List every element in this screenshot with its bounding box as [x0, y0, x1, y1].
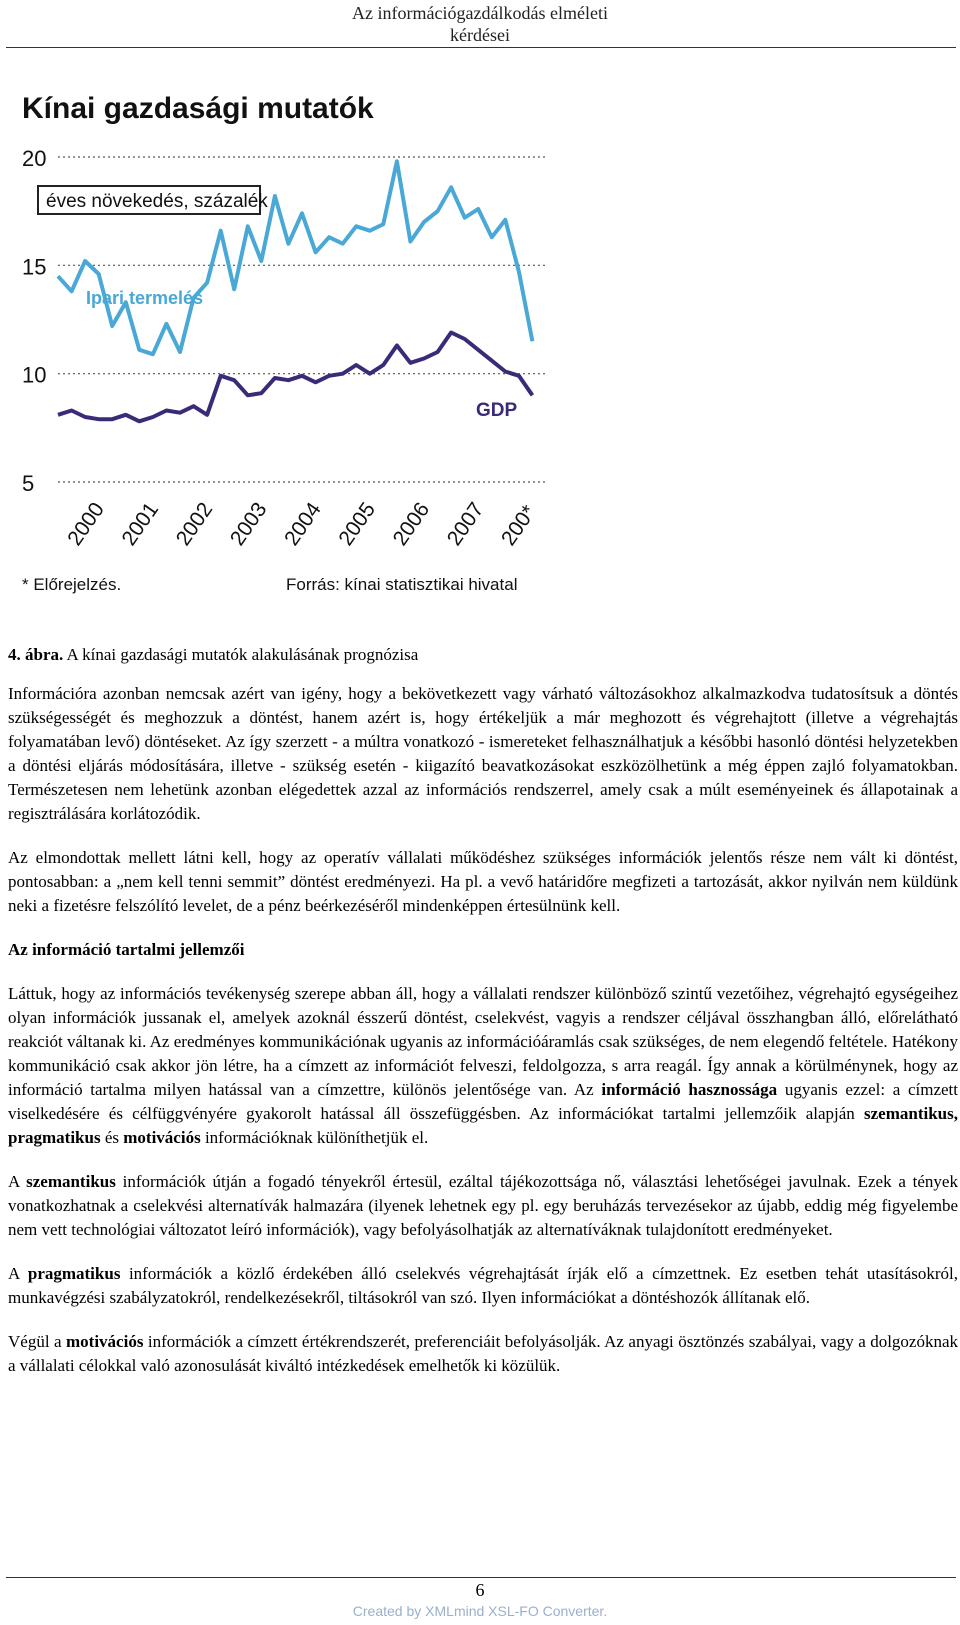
body-text — [8, 682, 958, 1398]
footer-divider — [6, 1577, 956, 1578]
paragraph-6-bold: motivációs — [66, 1332, 144, 1351]
x-tick-label: 200* — [497, 501, 541, 550]
paragraph-6 — [8, 1330, 958, 1378]
paragraph-3-text-d: és — [100, 1128, 124, 1147]
gdp-line — [58, 333, 532, 422]
x-tick-label: 2001 — [117, 498, 164, 550]
paragraph-5-bold: pragmatikus — [27, 1264, 121, 1283]
chart-source: Forrás: kínai statisztikai hivatal — [286, 575, 518, 594]
paragraph-3-text-e: információknak különíthetjük el. — [200, 1128, 429, 1147]
x-tick-label: 2005 — [334, 498, 381, 550]
paragraph-4-bold: szemantikus — [26, 1172, 116, 1191]
y-tick-label: 5 — [22, 471, 35, 496]
series-label-industrial: Ipari termelés — [86, 288, 204, 308]
paragraph-6-text-a: Végül a — [8, 1332, 67, 1351]
paragraph-5 — [8, 1262, 958, 1310]
x-tick-label: 2007 — [442, 498, 489, 550]
paragraph-5-text-c: információk a közlő érdekében álló cselekvés végrehajtását írják elő a címzettnek. Ez esetben tehát utasításokról, munkavégzési szabályzatokról, rendelkezésekről, tiltásokról van szó. Ilyen információkat a döntéshozók állítanak elő. — [8, 1264, 958, 1307]
x-tick-label: 2006 — [388, 498, 435, 550]
generator-credit: Created by XMLmind XSL-FO Converter. — [352, 1603, 608, 1619]
y-axis-label: éves növekedés, százalék — [46, 191, 268, 212]
paragraph-3 — [8, 982, 958, 1150]
paragraph-3-text-a: Láttuk, hogy az információs tevékenység szerepe abban áll, hogy a vállalati rendszer különböző szintű vezetőihez, végrehajtó egységeihez olyan információk jussanak el, amelyek azoknál ésszerű döntést, cselekvést, vagyis a rendszer céljával összhangban álló, előrelátható reakciót váltanak ki. Az eredményes kommunikációnak ugyanis az információáramlás csak szükséges, de nem elegendő feltétele. Hatékony kommunikáció csak akkor jön létre, ha a címzett az információt felveszi, feldolgozza, s arra reagál. Így annak a körülménynek, hogy az információ tartalma milyen hatással van a címzettre, különös jelentősége van. Az — [8, 984, 958, 1099]
figure-caption-text: A kínai gazdasági mutatók alakulásának prognózisa — [63, 645, 419, 664]
header-divider — [6, 47, 956, 48]
x-tick-label: 2003 — [225, 498, 272, 550]
figure-caption — [8, 645, 418, 665]
paragraph-4 — [8, 1170, 958, 1242]
y-tick-label: 10 — [22, 362, 47, 388]
paragraph-3-text-c: ugyanis ezzel: a címzett viselkedésére és célfüggvényére gyakorolt hatással áll összefüggésben. Az információkat tartalmi jellemzőik alapján — [8, 1080, 959, 1123]
paragraph-5-text-a: A — [8, 1264, 28, 1283]
x-tick-label: 2004 — [280, 498, 326, 550]
series-label-gdp: GDP — [476, 400, 518, 421]
y-tick-label: 20 — [22, 146, 47, 171]
chart-svg — [18, 82, 578, 622]
running-header-line1: Az információgazdálkodás elméleti — [352, 3, 608, 23]
paragraph-3-bold-2: szemantikus, pragmatikus — [8, 1104, 958, 1147]
paragraph-2: Az elmondottak mellett látni kell, hogy az operatív vállalati működéshez szükséges információk jelentős része nem vált ki döntést, pontosabban: a „nem kell tenni semmit” döntést eredményezi. Ha pl. a vevő határidőre megfizeti a tartozását, akkor nyilván nem küldünk neki a fizetésre felszólító levelet, de a pénz beérkezéséről mindenképpen értesülnünk kell. — [8, 848, 958, 915]
chart-footnote: * Előrejelzés. — [22, 575, 122, 594]
x-tick-label: 2002 — [171, 498, 218, 550]
section-heading: Az információ tartalmi jellemzői — [8, 940, 245, 959]
paragraph-4-text-a: A — [8, 1172, 27, 1191]
paragraph-1: Információra azonban nemcsak azért van igény, hogy a bekövetkezett vagy várható változásokhoz alkalmazkodva tudatosítsuk a döntés szükségességét és meghozzuk a döntést, hanem azért is, hogy értékeljük a már meghozott és végrehajtott (illetve a végrehajtás folyamatában levő) döntéseket. Az így szerzett - a múltra vonatkozó - ismereteket felhasználhatjuk a későbbi hasonló döntési helyzetekben a döntési eljárás módosítására, illetve - szükség esetén - kiigazító beavatkozásokat eszközölhetünk a még éppen zajló folyamatokban. Természetesen nem lehetünk azonban elégedettek azzal az információs rendszerrel, amely csak a múlt eseményeinek és állapotainak a regisztrálására korlátozódik. — [8, 684, 958, 823]
running-header-line2: kérdései — [450, 25, 510, 45]
figure-caption-prefix: 4. ábra. — [8, 645, 64, 664]
paragraph-3-bold-1: információ hasznossága — [601, 1080, 778, 1099]
page-number: 6 — [475, 1580, 485, 1600]
x-tick-label: 2000 — [63, 498, 109, 550]
paragraph-6-text-c: információk a címzett értékrendszerét, preferenciáit befolyásolják. Az anyagi ösztönzés szabályai, vagy a dolgozóknak a vállalati célokkal való azonosulását kiváltó intézkedések emelhetők ki közülük. — [8, 1332, 959, 1375]
paragraph-4-text-c: információk útján a fogadó tényekről értesül, ezáltal tájékozottsága nő, választási lehetőségei javulnak. Ezek a tények vonatkozhatnak a cselekvési alternatívák halmazára (ilyenek lehetnek egy pl. egy beruházás tervezésekor az újabb, eddig még figyelembe nem vett technológiai változatot leíró információk), vagy befolyásolhatják az alternatíváknak tulajdonított eredményeket. — [8, 1172, 958, 1239]
chart-title: Kínai gazdasági mutatók — [22, 92, 374, 125]
y-tick-label: 15 — [22, 254, 47, 280]
running-header — [0, 2, 960, 46]
paragraph-3-bold-3: motivációs — [123, 1128, 201, 1147]
figure-chart — [18, 82, 578, 622]
